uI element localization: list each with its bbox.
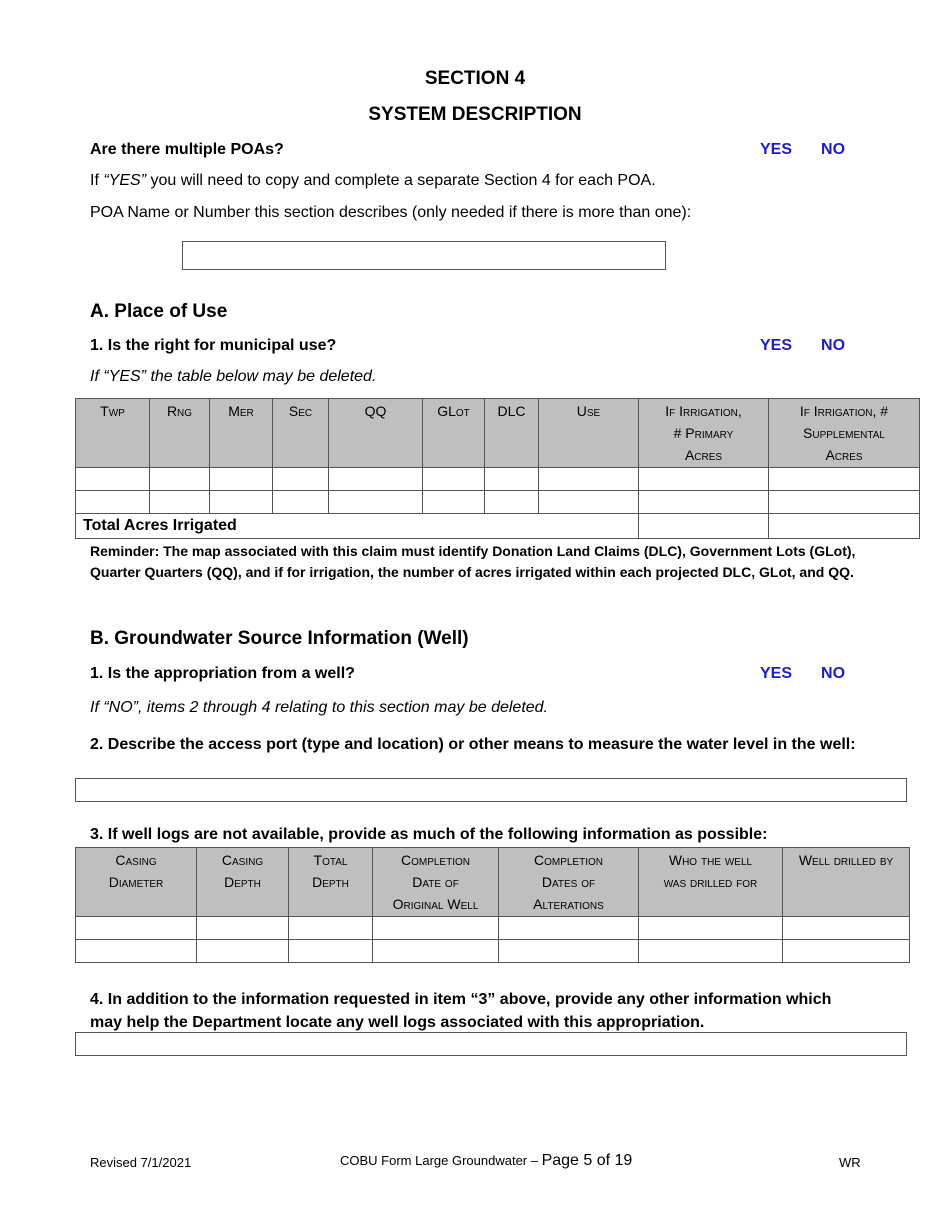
well-cell[interactable] bbox=[783, 917, 910, 940]
well-cell[interactable] bbox=[639, 940, 783, 963]
well-cell[interactable] bbox=[499, 917, 639, 940]
pou-cell[interactable] bbox=[769, 468, 920, 491]
well-cell[interactable] bbox=[76, 917, 197, 940]
well-header-5 bbox=[639, 848, 783, 917]
pou-cell[interactable] bbox=[639, 468, 769, 491]
table-row bbox=[76, 491, 920, 514]
reminder-text: Reminder: The map associated with this claim must identify Donation Land Claims (DLC), Government Lots (GLot), Quarter Quarters (QQ), and if for irrigation, the number of acres irrigated within each projected DLC, GLot, and QQ. bbox=[90, 543, 856, 580]
footer-code: WR bbox=[839, 1155, 861, 1170]
well-header-6 bbox=[783, 848, 910, 917]
other-info-question: 4. In addition to the information requested in item “3” above, provide any other information which may help the Department locate any well logs associated with this appropriation. bbox=[90, 991, 832, 1031]
poa-note bbox=[90, 172, 656, 190]
pou-cell[interactable] bbox=[485, 491, 539, 514]
total-acres-label: Total Acres Irrigated bbox=[76, 514, 639, 539]
pou-header-4 bbox=[329, 399, 423, 468]
pou-header-line: Twp bbox=[100, 403, 125, 419]
well-header-line: Dates of bbox=[541, 874, 596, 890]
well-header-line: Who the well bbox=[668, 852, 753, 868]
poa-note-prefix: If bbox=[90, 172, 104, 189]
pou-header-line: GLot bbox=[437, 403, 470, 419]
municipal-note: If “YES” the table below may be deleted. bbox=[90, 368, 377, 385]
well-info-table bbox=[75, 847, 910, 963]
pou-cell[interactable] bbox=[639, 491, 769, 514]
poa-yes-no bbox=[760, 141, 845, 159]
pou-cell[interactable] bbox=[273, 468, 329, 491]
pou-cell[interactable] bbox=[210, 468, 273, 491]
well-cell[interactable] bbox=[76, 940, 197, 963]
pou-header-7 bbox=[539, 399, 639, 468]
pou-header-line: Supplemental bbox=[803, 425, 885, 441]
pou-header-line: Mer bbox=[228, 403, 254, 419]
groundwater-heading: B. Groundwater Source Information (Well) bbox=[90, 628, 469, 649]
municipal-yes-option[interactable]: YES bbox=[760, 337, 793, 354]
pou-header-line: DLC bbox=[497, 403, 526, 419]
pou-header-1 bbox=[150, 399, 210, 468]
municipal-yes-no bbox=[760, 337, 845, 355]
well-header-line: Original Well bbox=[392, 896, 479, 912]
pou-header-3 bbox=[273, 399, 329, 468]
pou-cell[interactable] bbox=[150, 491, 210, 514]
pou-header-line: Sec bbox=[288, 403, 313, 419]
pou-cell[interactable] bbox=[423, 491, 485, 514]
well-cell[interactable] bbox=[373, 917, 499, 940]
well-yes-no bbox=[760, 665, 845, 683]
poa-name-field[interactable] bbox=[182, 241, 666, 270]
section-title: SYSTEM DESCRIPTION bbox=[368, 104, 582, 125]
pou-header-line: # Primary bbox=[673, 425, 734, 441]
table-row bbox=[76, 468, 920, 491]
well-header-line: Well drilled by bbox=[798, 852, 894, 868]
well-yes-option[interactable]: YES bbox=[760, 665, 793, 682]
municipal-no-option[interactable]: NO bbox=[821, 337, 846, 354]
pou-cell[interactable] bbox=[769, 491, 920, 514]
pou-cell[interactable] bbox=[485, 468, 539, 491]
table-row bbox=[76, 917, 910, 940]
well-header-line: Completion bbox=[533, 852, 603, 868]
access-port-question: 2. Describe the access port (type and location) or other means to measure the water level in the well: bbox=[90, 736, 856, 753]
pou-header-line: Use bbox=[576, 403, 601, 419]
poa-name-prompt: POA Name or Number this section describes (only needed if there is more than one): bbox=[90, 204, 692, 221]
well-header-line: Casing bbox=[115, 852, 157, 868]
pou-header-line: If Irrigation, bbox=[665, 403, 742, 419]
pou-header-8 bbox=[639, 399, 769, 468]
pou-cell[interactable] bbox=[329, 491, 423, 514]
well-header-4 bbox=[499, 848, 639, 917]
well-header-line: Depth bbox=[224, 874, 261, 890]
well-header-line: Depth bbox=[312, 874, 349, 890]
well-question: 1. Is the appropriation from a well? bbox=[90, 665, 355, 682]
well-cell[interactable] bbox=[373, 940, 499, 963]
poa-yes-option[interactable]: YES bbox=[760, 141, 793, 158]
pou-cell[interactable] bbox=[329, 468, 423, 491]
footer-page-number: Page 5 of 19 bbox=[541, 1152, 633, 1169]
well-cell[interactable] bbox=[499, 940, 639, 963]
well-cell[interactable] bbox=[197, 940, 289, 963]
well-header-line: was drilled for bbox=[663, 874, 758, 890]
well-header-1 bbox=[197, 848, 289, 917]
well-header-line: Alterations bbox=[533, 896, 604, 912]
well-header-line: Casing bbox=[221, 852, 264, 868]
pou-cell[interactable] bbox=[539, 491, 639, 514]
well-cell[interactable] bbox=[289, 940, 373, 963]
pou-header-line: QQ bbox=[364, 403, 387, 419]
pou-cell[interactable] bbox=[76, 491, 150, 514]
footer-form-name: COBU Form Large Groundwater – bbox=[340, 1153, 542, 1168]
municipal-question: 1. Is the right for municipal use? bbox=[90, 337, 337, 354]
place-of-use-table bbox=[75, 398, 920, 539]
pou-header-line: Acres bbox=[825, 447, 863, 463]
poa-note-suffix: you will need to copy and complete a separate Section 4 for each POA. bbox=[146, 172, 656, 189]
pou-cell[interactable] bbox=[150, 468, 210, 491]
well-header-line: Diameter bbox=[108, 874, 164, 890]
well-cell[interactable] bbox=[639, 917, 783, 940]
well-header-3 bbox=[373, 848, 499, 917]
pou-header-9 bbox=[769, 399, 920, 468]
other-info-field[interactable] bbox=[75, 1032, 907, 1056]
pou-cell[interactable] bbox=[423, 468, 485, 491]
poa-question: Are there multiple POAs? bbox=[90, 141, 284, 158]
well-header-0 bbox=[76, 848, 197, 917]
poa-note-quote: “YES” bbox=[103, 172, 147, 189]
well-cell[interactable] bbox=[197, 917, 289, 940]
well-header-2 bbox=[289, 848, 373, 917]
access-port-field[interactable] bbox=[75, 778, 907, 802]
footer-form bbox=[340, 1152, 632, 1170]
well-info-question: 3. If well logs are not available, provide as much of the following information as possible: bbox=[90, 826, 768, 843]
place-of-use-heading: A. Place of Use bbox=[90, 301, 228, 322]
table-row bbox=[76, 940, 910, 963]
well-cell[interactable] bbox=[783, 940, 910, 963]
pou-header-2 bbox=[210, 399, 273, 468]
pou-cell[interactable] bbox=[539, 468, 639, 491]
pou-header-0 bbox=[76, 399, 150, 468]
total-supplemental-acres-cell[interactable] bbox=[769, 514, 920, 539]
well-header-line: Completion bbox=[400, 852, 470, 868]
pou-header-line: Rng bbox=[166, 403, 193, 419]
total-primary-acres-cell[interactable] bbox=[639, 514, 769, 539]
pou-header-line: Acres bbox=[684, 447, 723, 463]
pou-cell[interactable] bbox=[210, 491, 273, 514]
pou-header-5 bbox=[423, 399, 485, 468]
well-header-line: Total bbox=[313, 852, 348, 868]
footer-revised: Revised 7/1/2021 bbox=[90, 1155, 192, 1170]
well-note: If “NO”, items 2 through 4 relating to this section may be deleted. bbox=[90, 699, 548, 716]
well-cell[interactable] bbox=[289, 917, 373, 940]
pou-header-6 bbox=[485, 399, 539, 468]
pou-header-line: If Irrigation, # bbox=[799, 403, 889, 419]
pou-cell[interactable] bbox=[76, 468, 150, 491]
pou-cell[interactable] bbox=[273, 491, 329, 514]
well-no-option[interactable]: NO bbox=[821, 665, 846, 682]
well-header-line: Date of bbox=[412, 874, 459, 890]
section-number: SECTION 4 bbox=[424, 68, 526, 89]
poa-no-option[interactable]: NO bbox=[821, 141, 846, 158]
